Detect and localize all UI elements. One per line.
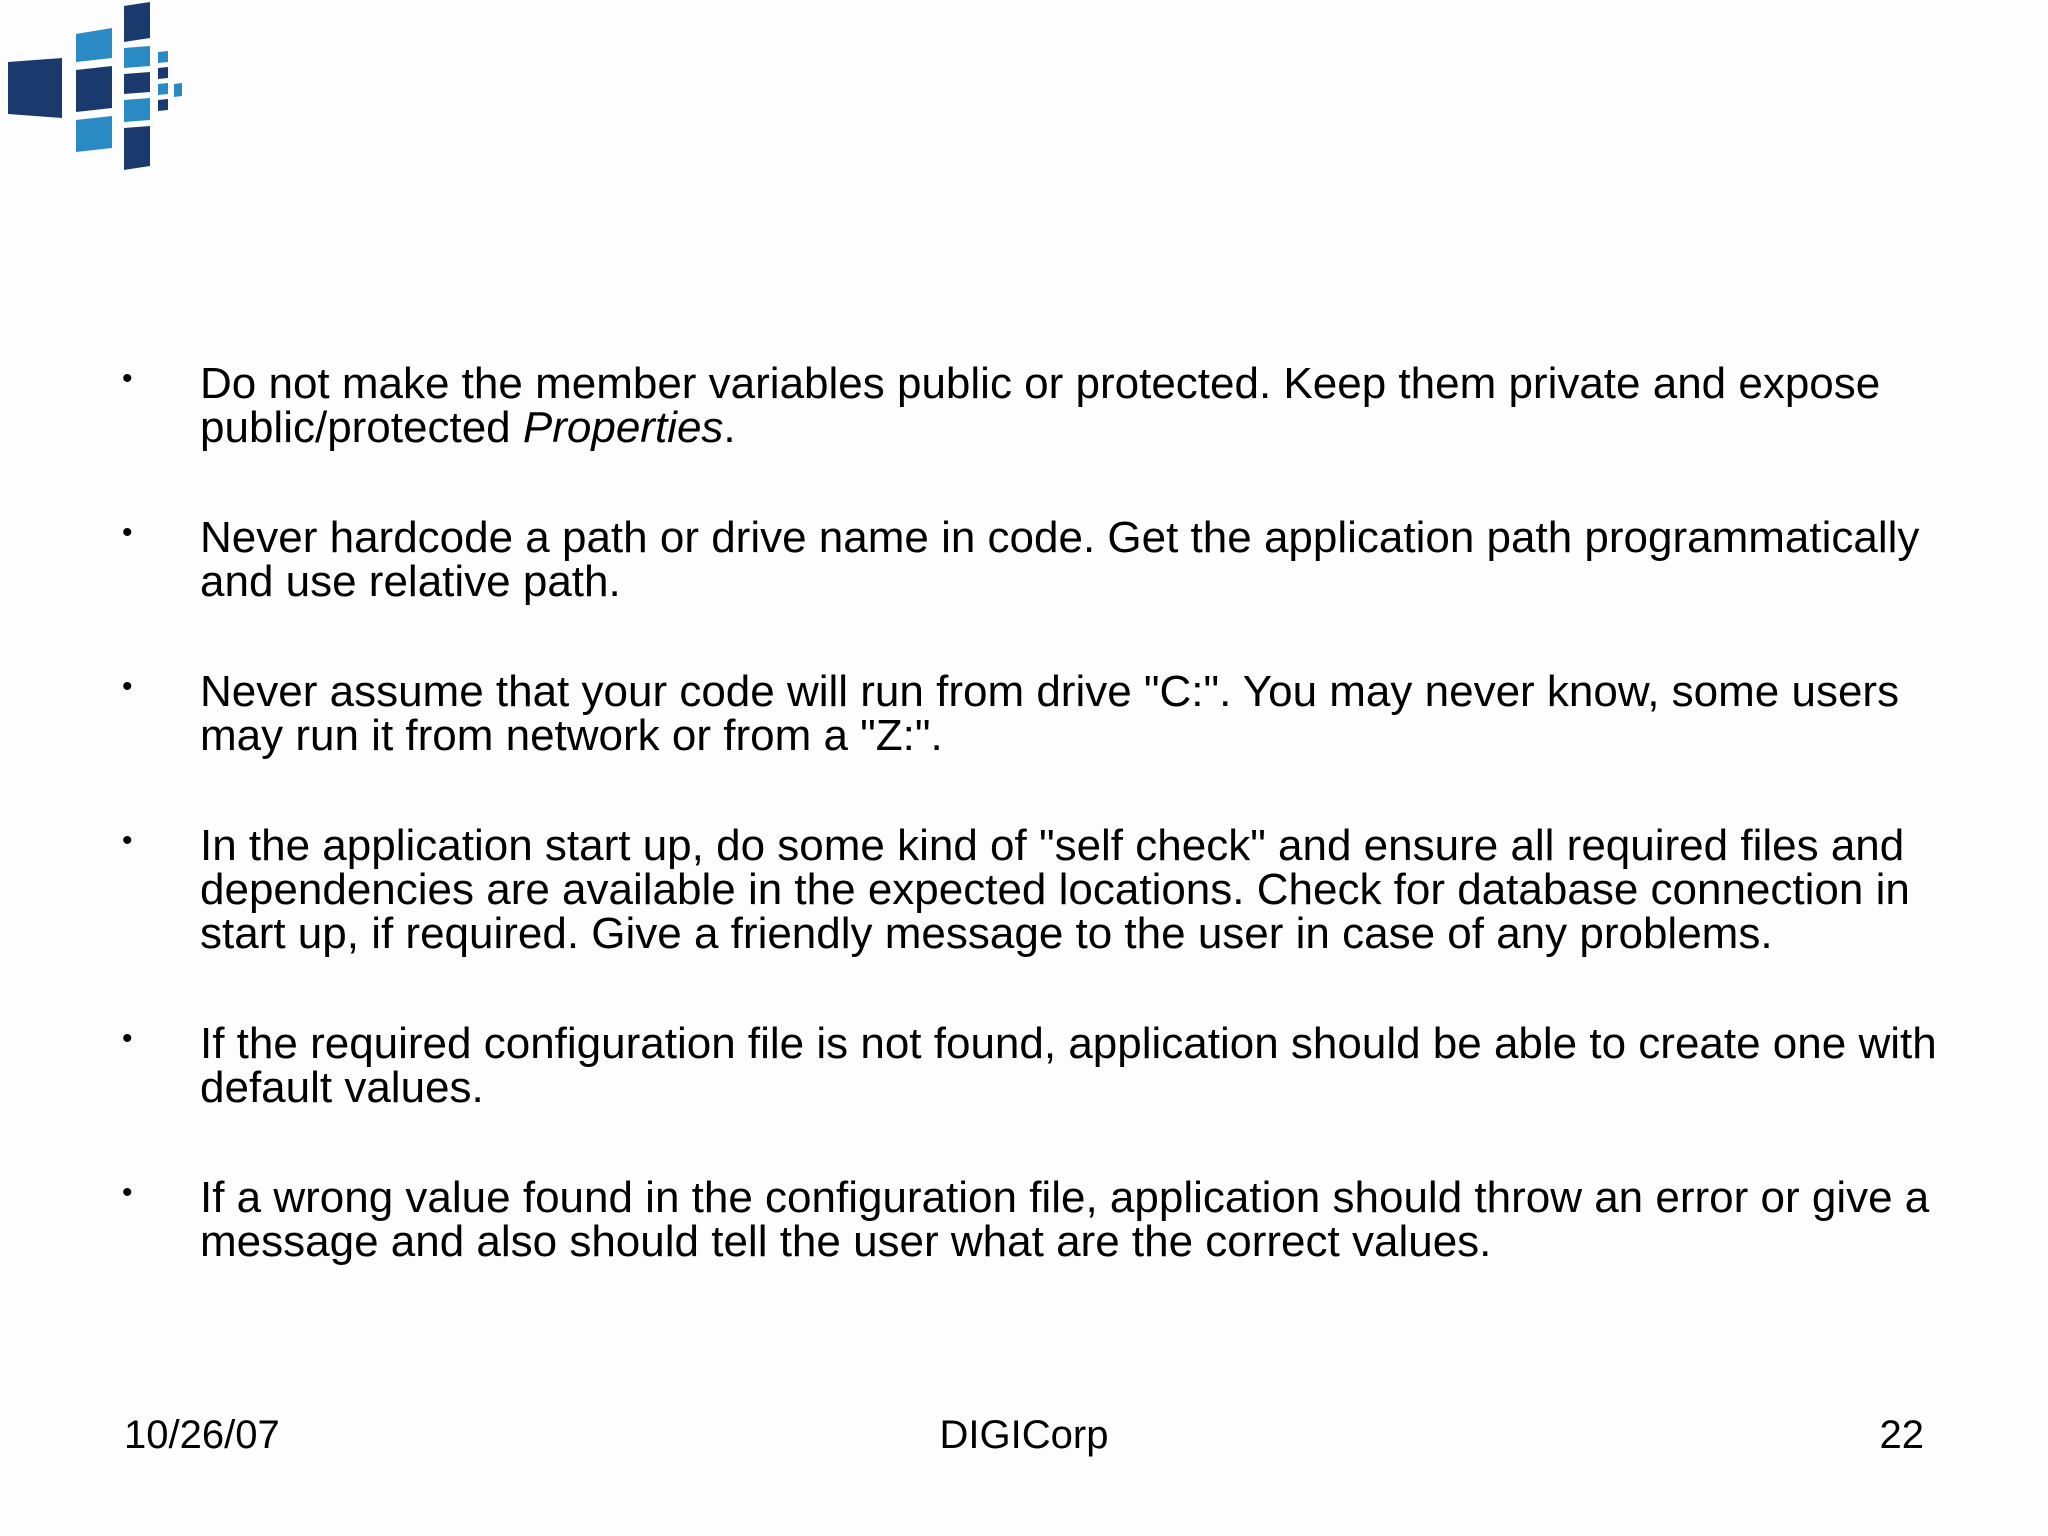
logo-block xyxy=(158,99,168,111)
bullet-marker: • xyxy=(122,516,133,549)
logo-block xyxy=(124,98,150,122)
logo-block xyxy=(8,58,62,118)
bullet-marker: • xyxy=(122,824,133,857)
bullet-text: Never hardcode a path or drive name in code. Get the application path programmatically and use relative path. xyxy=(200,513,1920,606)
logo-block xyxy=(174,83,182,97)
bullet-item xyxy=(122,1019,1962,1112)
logo-block xyxy=(124,126,150,170)
bullet-list xyxy=(122,359,1962,1330)
bullet-text: If the required configuration file is not found, application should be able to create one with default values. xyxy=(200,1019,1937,1112)
bullet-marker: • xyxy=(122,670,133,703)
logo-block xyxy=(158,67,168,79)
bullet-text: Do not make the member variables public or protected. Keep them private and expose public/protected Properties. xyxy=(200,359,1881,452)
logo-block xyxy=(76,28,112,62)
bullet-text: Never assume that your code will run from drive "C:". You may never know, some users may run it from network or from a "Z:". xyxy=(200,667,1900,760)
digicorp-logo-icon xyxy=(0,0,200,180)
footer-company: DIGICorp xyxy=(939,1413,1109,1457)
bullet-item xyxy=(122,359,1962,452)
bullet-text: If a wrong value found in the configuration file, application should throw an error or give a message and also should tell the user what are the correct values. xyxy=(200,1173,1930,1266)
footer-page-number: 22 xyxy=(1879,1413,1924,1457)
bullet-item xyxy=(122,1173,1962,1266)
footer-date: 10/26/07 xyxy=(124,1413,280,1457)
bullet-marker: • xyxy=(122,362,133,395)
logo-block xyxy=(158,51,168,63)
logo-block xyxy=(124,46,150,68)
bullet-marker: • xyxy=(122,1176,133,1209)
bullet-text: In the application start up, do some kind of "self check" and ensure all required files and dependencies are available in the expected locations. Check for database connection in start up, if required. Give a friendly message to the user in case of any problems. xyxy=(200,821,1910,958)
logo-block xyxy=(124,72,150,94)
bullet-marker: • xyxy=(122,1022,133,1055)
logo-block xyxy=(76,116,112,152)
bullet-item xyxy=(122,513,1962,606)
logo-block xyxy=(76,66,112,112)
bullet-item xyxy=(122,667,1962,760)
logo-block xyxy=(124,2,150,42)
bullet-item xyxy=(122,821,1962,958)
logo-block xyxy=(158,83,168,95)
